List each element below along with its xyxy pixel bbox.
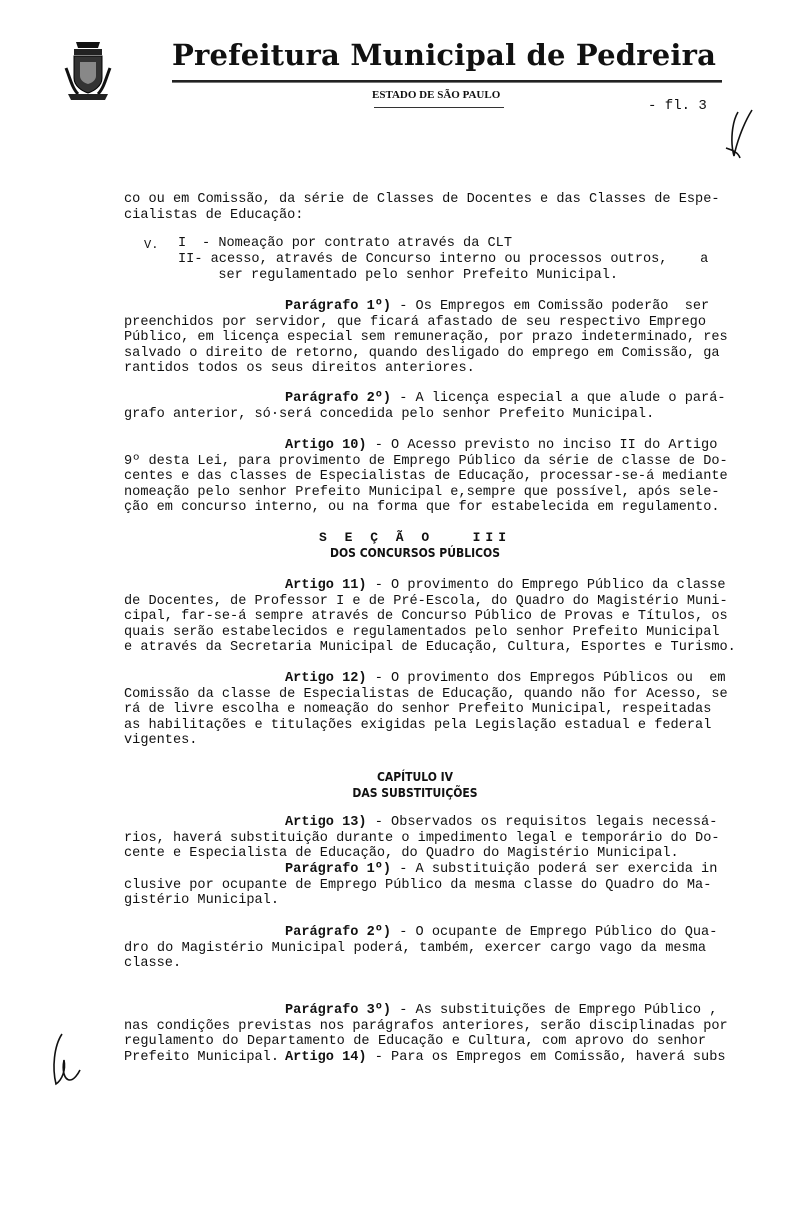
paragraph-label: Parágrafo 3º) — [285, 1003, 392, 1018]
paragraph-art14 — [124, 1050, 726, 1066]
text-line: cipal, far-se-á sempre através de Concurso Público de Provas e Títulos, os — [124, 609, 728, 625]
text-segment: - A substituição poderá ser exercida in — [391, 862, 718, 877]
text-line: quais serão estabelecidos e regulamentados pelo senhor Prefeito Municipal — [124, 624, 720, 640]
text-line — [124, 391, 726, 407]
chapter-heading — [124, 770, 706, 801]
text-line: preenchidos por servidor, que ficará afastado de seu respectivo Emprego — [124, 314, 706, 330]
text-segment: - O provimento dos Empregos Públicos ou em — [366, 671, 726, 686]
text-line: de Docentes, de Professor I e de Pré-Escola, do Quadro do Magistério Muni- — [124, 593, 728, 609]
paragraph-label: Parágrafo 1º) — [285, 299, 392, 314]
text-line: 9º desta Lei, para provimento de Emprego Público da série de classe de Do- — [124, 453, 728, 469]
paragraph-label: Parágrafo 2º) — [285, 391, 392, 406]
text-line: nas condições previstas nos parágrafos anteriores, serão disciplinadas por — [124, 1018, 728, 1034]
list-item — [178, 268, 706, 284]
text-line: ção em concurso interno, ou na forma que for estabelecida em regulamento. — [124, 500, 720, 516]
text-line: centes e das classes de Especialistas de Educação, processar-se-á mediante — [124, 469, 728, 485]
text-line: Prefeito Municipal. — [124, 1049, 279, 1065]
text-line: salvado o direito de retorno, quando desligado do emprego em Comissão, ga — [124, 345, 720, 361]
chapter-subtitle: DAS SUBSTITUIÇÕES — [352, 785, 478, 800]
paragraph-label: Artigo 11) — [285, 578, 367, 593]
list-item — [178, 236, 706, 252]
text-segment: - Para os Empregos em Comissão, haverá subs — [366, 1050, 726, 1065]
list-item-number: I — [178, 236, 187, 251]
signature-initials-top — [716, 108, 756, 173]
header-divider — [172, 80, 722, 83]
list-item-text: - acesso, através de Concurso interno ou processos outros, a — [194, 251, 709, 267]
text-line: co ou em Comissão, da série de Classes de Docentes e das Classes de Espe- — [124, 192, 720, 207]
text-line: classe. — [124, 956, 182, 972]
text-line: dro do Magistério Municipal poderá, também, exercer cargo vago da mesma — [124, 940, 706, 956]
item-list — [178, 236, 709, 283]
signature-initials-bottom — [48, 1030, 88, 1095]
header-subtitle: ESTADO DE SÃO PAULO — [372, 89, 501, 101]
chapter-title: CAPÍTULO IV — [376, 770, 454, 784]
list-item-number: II — [178, 251, 195, 267]
text-segment: - Os Empregos em Comissão poderão ser — [391, 299, 710, 314]
paragraph-label: Artigo 13) — [285, 815, 367, 830]
text-line: nomeação pelo senhor Prefeito Municipal e,sempre que possível, após sele- — [124, 484, 720, 500]
text-line — [124, 815, 718, 831]
paragraph-par1 — [124, 299, 728, 377]
section-title: S E Ç Ã O III — [318, 530, 512, 545]
text-line: regulamento do Departamento de Educação e Cultura, com aprovo do senhor — [124, 1034, 706, 1050]
paragraph-art11 — [124, 578, 736, 656]
text-segment: - A licença especial a que alude o pará- — [391, 391, 726, 406]
text-segment: - O Acesso previsto no inciso II do Artigo — [366, 438, 718, 453]
text-line: rios, haverá substituição durante o impedimento legal e temporário do Do- — [124, 830, 720, 846]
list-item-text: - Nomeação por contrato através da CLT — [202, 236, 512, 251]
paragraph-label: Parágrafo 1º) — [285, 862, 392, 877]
text-line: cente e Especialista de Educação, do Quadro do Magistério Municipal. — [124, 846, 679, 862]
text-line: Público, em licença especial sem remuneração, por prazo indeterminado, res — [124, 330, 728, 346]
section-heading — [124, 530, 706, 561]
text-line: rantidos todos os seus direitos anteriores. — [124, 361, 475, 377]
paragraph-label: Artigo 12) — [285, 671, 367, 686]
text-line — [124, 925, 718, 941]
text-line: clusive por ocupante de Emprego Público da mesma classe do Quadro do Ma- — [124, 877, 712, 893]
text-line: Comissão da classe de Especialistas de Educação, quando não for Acesso, se — [124, 686, 728, 702]
list-item-number — [178, 268, 202, 284]
subtitle-underline — [374, 107, 504, 108]
text-line: as habilitações e titulações exigidas pela Legislação estadual e federal — [124, 717, 712, 733]
paragraph-par2b — [124, 925, 718, 972]
text-segment: - As substituições de Emprego Público , — [391, 1003, 718, 1018]
text-line — [124, 671, 726, 687]
text-line: e através da Secretaria Municipal de Educação, Cultura, Esportes e Turismo. — [124, 640, 736, 656]
coat-of-arms-icon — [62, 38, 114, 107]
text-line: vigentes. — [124, 733, 198, 749]
paragraph-art13 — [124, 815, 720, 862]
margin-mark: V. — [144, 238, 159, 252]
section-subtitle: DOS CONCURSOS PÚBLICOS — [330, 545, 500, 560]
text-line: cialistas de Educação: — [124, 207, 304, 223]
text-line — [124, 1003, 718, 1019]
paragraph-par1b — [124, 862, 718, 909]
header-title: Prefeitura Municipal de Pedreira — [172, 38, 717, 72]
text-segment: - O ocupante de Emprego Público do Qua- — [391, 925, 718, 940]
text-line — [124, 578, 726, 594]
text-segment: - Observados os requisitos legais necessá- — [366, 815, 718, 830]
intro-paragraph — [124, 192, 720, 223]
text-line — [124, 438, 718, 454]
text-line: rá de livre escolha e nomeação do senhor Prefeito Municipal, respeitadas — [124, 702, 712, 718]
text-segment: - O provimento do Emprego Público da classe — [366, 578, 726, 593]
text-line: grafo anterior, só·será concedida pelo senhor Prefeito Municipal. — [124, 406, 655, 422]
text-line — [124, 299, 710, 315]
paragraph-label: Artigo 14) — [285, 1050, 367, 1065]
paragraph-par2 — [124, 391, 726, 422]
paragraph-art12 — [124, 671, 728, 749]
paragraph-label: Parágrafo 2º) — [285, 925, 392, 940]
list-item-text: ser regulamentado pelo senhor Prefeito Municipal. — [202, 267, 619, 283]
list-item — [178, 251, 709, 268]
paragraph-art10 — [124, 438, 728, 516]
text-line: gistério Municipal. — [124, 893, 279, 909]
folio-number: - fl. 3 — [648, 98, 707, 114]
text-line — [124, 862, 718, 878]
paragraph-label: Artigo 10) — [285, 438, 367, 453]
text-line — [124, 1050, 726, 1066]
